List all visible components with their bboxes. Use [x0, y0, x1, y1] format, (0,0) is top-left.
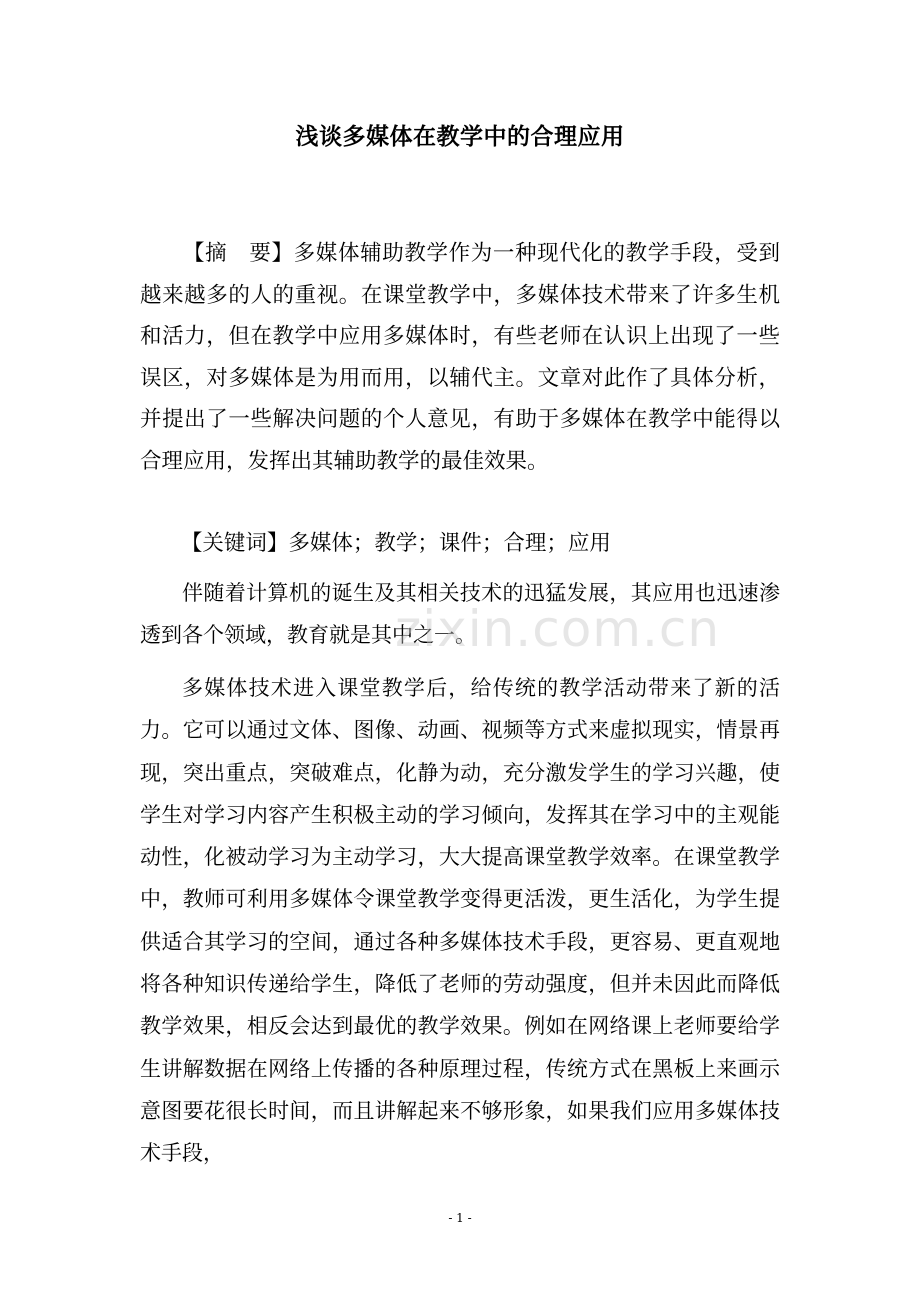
page-number: - 1 - [448, 1211, 472, 1225]
body-paragraph-1: 伴随着计算机的诞生及其相关技术的迅猛发展，其应用也迅速渗透到各个领域，教育就是其中之一。 [140, 581, 780, 647]
body-paragraph-2: 多媒体技术进入课堂教学后，给传统的教学活动带来了新的活力。它可以通过文体、图像、动画、视频等方式来虚拟现实，情景再现，突出重点，突破难点，化静为动，充分激发学生的学习兴趣，使学生对学习内容产生积极主动的学习倾向，发挥其在学习中的主观能动性，化被动学习为主动学习，大大提高课堂教学效率。在课堂教学中，教师可利用多媒体令课堂教学变得更活泼，更生活化，为学生提供适合其学习的空间，通过各种多媒体技术手段，更容易、更直观地将各种知识传递给学生，降低了老师的劳动强度，但并未因此而降低教学效果，相反会达到最优的教学效果。例如在网络课上老师要给学生讲解数据在网络上传播的各种原理过程，传统方式在黑板上来画示意图要花很长时间，而且讲解起来不够形象，如果我们应用多媒体技术手段， [140, 676, 780, 1166]
document-title: 浅谈多媒体在教学中的合理应用 [295, 124, 625, 150]
abstract-paragraph [140, 233, 780, 482]
abstract-label: 【摘 要】 [183, 241, 294, 266]
abstract-text: 多媒体辅助教学作为一种现代化的教学手段，受到越来越多的人的重视。在课堂教学中，多媒体技术带来了许多生机和活力，但在教学中应用多媒体时，有些老师在认识上出现了一些误区，对多媒体是为用而用，以辅代主。文章对此作了具体分析，并提出了一些解决问题的个人意见，有助于多媒体在教学中能得以合理应用，发挥出其辅助教学的最佳效果。 [140, 241, 780, 474]
keywords-paragraph [140, 523, 780, 565]
keywords-label: 【关键词】 [180, 531, 289, 556]
keywords-text: 多媒体；教学；课件；合理；应用 [288, 531, 611, 556]
watermark: zixin.com.cn [395, 600, 721, 658]
